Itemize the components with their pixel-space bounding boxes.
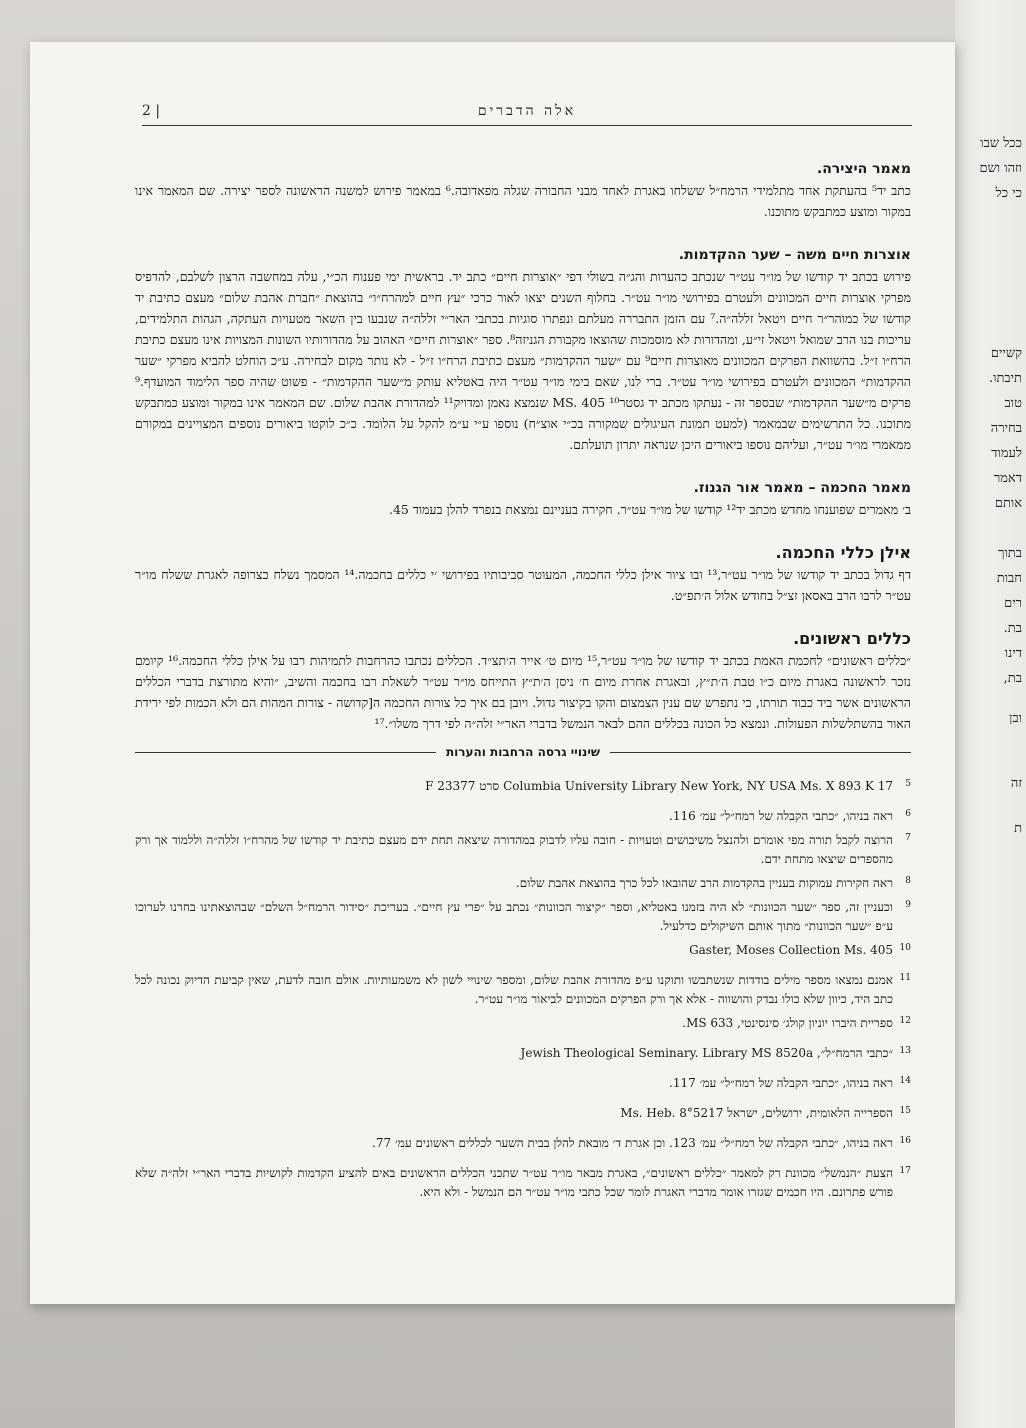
page-content — [135, 158, 911, 1213]
footnote-number: 7 — [905, 833, 911, 843]
footnote — [135, 971, 911, 1009]
facing-page-text: טוב — [1004, 396, 1022, 411]
facing-page-text: חבות — [996, 571, 1022, 586]
footnote — [135, 1104, 911, 1123]
divider-line — [135, 752, 436, 753]
footnote-text: ראה בניהו, ״כתבי הקבלה של רמח״ל״ עמ׳ 123. וכן אגרת ד׳ מובאת להלן בבית השער לכללים ראשונים עמ׳ 77. — [372, 1136, 893, 1150]
footnote-number: 15 — [899, 1106, 911, 1116]
footnote-text: וכעניין זה, ספר ״שער הכוונות״ לא היה בזמנו באטליא, וספר ״קיצור הכוונות״ נכתב על ״פרי עץ חיים״. בעריכת ״סידור הרמח״ל השלם״ שבהוצאתינו בחרנו לערוכו ע״פ ״שער הכוונות״ מתוך אותם השיקולים כדלעיל. — [135, 900, 893, 933]
section-body: ב׳ מאמרים שפוענחו מחדש מכתב יד¹² קודשו של מו״ר עט״ר. חקירה בעניינם נמצאת בנפרד להלן בעמוד 45. — [388, 502, 911, 517]
section-body: פירוש בכתב יד קודשו של מו״ר עט״ר שנכתב כהערות והג״ה בשולי דפי ״אוצרות חיים״ כתב יד. בראשית ימי פענוח הכ״י, עלה במחשבה הרצון לשלבם, להדפיס מפרקי אוצרות חיים המכוונים ולעטרם בפירושי מו״ר עט״ר. בחלוף השנים יצאו לאור כרכי ״עץ חיים למהרח״ו״ בהוצאת ״חברת אהבת שלום״ מעצם כתיבת יד קודשו של כמוהר״ר חיים ויטאל זללה״ה.⁷ עם הזמן התבררה מעלתם ונפתרו סוגיות בכתבי האר״י זללה״ה שנבעו בין השאר מטעויות העתקה, הגהות התלמידים, עריכות בנו הרב שמואל ויטאל זי״ע, ומהדורות לא מוסמכות שהוצאו מקבורת הגניזה⁸. ספר ״אוצרות חיים״ האהוב על מהדורותיו השונות המצויות אינו מעצם כתיבת הרח״ו ז״ל. בהשוואת הפרקים המכוונים מאוצרות חיים⁹ עם ״שער ההקדמות״ מעצם כתיבת הרח״ו ז״ל - לא נותר מקום לבחירה. ע״כ הוחלט להביא מפרקי ״שער ההקדמות״ המכוונים ולעטרם בפירושי מו״ר עט״ר. ברי לנו, שאם בימי מו״ר עט״ר היה באטליא עותק מ״שער ההקדמות״ - פשוט שהיה ספר הלימוד המועדף.⁹ פרקים מ״שער ההקדמות״ שבספר זה - נעתקו מכתב יד גסטר¹⁰ MS. 405 שנמצא נאמן ומדויק¹¹ למהדורת אהבת שלום. שם המאמר אינו במקור ומוצע כמתבקש מתוכנו. כל התרשימים שבמאמר (למעט תמונת העיגולים שמקורה בכ״י אוצ״ח) נוספו ע״י ע״מ להקל על הלומד. כ״כ לוקטו ביאורים נוספים המצויינים במקורם ממאמרי מו״ר עט״ר, ועליהם נוספו ביאורים היכן שנראה יתרון תועלתם. — [135, 269, 912, 452]
footnote-number: 12 — [899, 1016, 911, 1026]
footnote-text: הספרייה הלאומית, ירושלים, ישראל Ms. Heb. 8°5217 — [620, 1106, 893, 1120]
facing-page-text: בת. — [1003, 621, 1022, 636]
facing-page-text: דינו — [1004, 646, 1022, 661]
footnote — [135, 874, 911, 893]
footnote-number: 16 — [899, 1136, 911, 1146]
footnote — [135, 777, 911, 796]
page-number: 2 | — [142, 103, 161, 119]
footnotes-heading: שינויי גרסה הרחבות והערות — [445, 745, 601, 759]
facing-page-text: ת — [1014, 821, 1022, 836]
section-title: מאמר היצירה. — [816, 161, 911, 177]
footnote-number: 8 — [905, 876, 911, 886]
running-title: אלה הדברים — [477, 103, 577, 119]
footnote-text: ראה חקירות עמוקות בעניין בהקדמות הרב שהובאו לכל כרך בהוצאת אהבת שלום. — [515, 876, 893, 890]
footnote-text: ספריית היברו יוניון קולג׳ סינסינטי, MS 633. — [682, 1016, 893, 1030]
footnote-number: 13 — [899, 1046, 911, 1056]
facing-page-text: זה — [1010, 776, 1022, 791]
footnote-number: 17 — [899, 1166, 911, 1176]
facing-page-text: ככל שבו — [980, 136, 1022, 151]
facing-page-text: וזהו ושם — [979, 161, 1022, 176]
footnote — [135, 1014, 911, 1033]
footnote — [135, 831, 911, 869]
facing-page-text: רים — [1004, 596, 1022, 611]
footnotes-list — [135, 777, 911, 1202]
facing-page-text: תיבתו. — [989, 371, 1022, 386]
section-title: מאמר החכמה – מאמר אור הגנוז. — [693, 480, 911, 496]
divider-line — [610, 752, 911, 753]
footnote-number: 5 — [905, 779, 911, 789]
facing-page-text: בחירה — [990, 421, 1022, 436]
footnote-text: אמנם נמצאו מספר מילים בודדות שנשתבשו ותוקנו ע״פ מהדורת אהבת שלום, ומספר שינויי לשון לא משמעותיות. אולם חובה לדעת, שאין קביעת הדיוק נכונה לכל כתב היד, כיוון שלא כולו נבדק והושווה - אלא אך ורק הפרקים המכוונים לביאור מו״ר עט״ר. — [135, 973, 893, 1006]
footnote-text: ״כתבי הרמח״ל״, Jewish Theological Seminary. Library MS 8520a — [520, 1046, 893, 1060]
section-otzrot-chaim — [135, 244, 911, 455]
facing-page-edge — [955, 0, 1026, 1428]
section-ilan — [135, 542, 911, 606]
footnote — [135, 941, 911, 960]
footnote-text: Columbia University Library New York, NY USA Ms. X 893 K 17 סרט F 23377 — [425, 779, 893, 793]
section-body: דף גדול בכתב יד קודשו של מו״ר עט״ר,¹³ ובו ציור אילן כללי החכמה, המעוטר סביבותיו בפירושי ׳י כללים בחכמה.¹⁴ המסמך נשלח כצרופה לאגרת ששלח מו״ר עט״ר לרבו הרב באסאן זצ״ל בחודש אלול ה׳תפ״ט. — [135, 567, 911, 603]
footnotes-divider — [135, 742, 911, 763]
facing-page-text: בתוך — [998, 546, 1022, 561]
section-maamar-hachochma — [135, 477, 911, 520]
footnote — [135, 1074, 911, 1093]
footnote-number: 14 — [899, 1076, 911, 1086]
footnote-text: Gaster, Moses Collection Ms. 405 — [689, 943, 893, 957]
footnote-text: ראה בניהו, ״כתבי הקבלה של רמח״ל״ עמ׳ 116. — [669, 809, 893, 823]
footnote-number: 6 — [905, 809, 911, 819]
facing-page-text: אותם — [994, 496, 1022, 511]
footnote-number: 10 — [899, 943, 911, 953]
facing-page-text: קשיים — [990, 346, 1022, 361]
footnote-number: 9 — [905, 900, 911, 910]
facing-page-text: כי כל — [995, 186, 1022, 201]
facing-page-text: לעמוד — [991, 446, 1022, 461]
footnote-text: הצעת ״הנמשל״ מכוונת רק למאמר ״כללים ראשונים״, באגרת מבאר מו״ר עט״ר שתכני הכללים הראשונים באים להציע הקדמות לקושיות בדברי האר״י זלה״ה שלא פורש פתרונם. היו חכמים שגזרו אומר מדברי האגרת לומר שכל כתבי מו״ר עט״ר הם הנמשל - ולא היא. — [135, 1166, 893, 1199]
section-body: ״כללים ראשונים״ לחכמת האמת בכתב יד קודשו של מו״ר עט״ר,¹⁵ מיום ט׳ אייר ה׳תצ״ד. הכללים נכתבו כהרחבות לתמיהות רבו על אילן כללי החכמה.¹⁶ קיומם נזכר לראשונה באגרת מיום כ״ו טבת ה׳ת״ץ, ובאגרת אחרת מיום ח׳ ניסן ה׳ת״ץ התייחס מו״ר עט״ר לשאלת רבו בחכמה והשיב, ״והיא מתורצת בדברי הכללים הראשונים אשר ביד כבוד תורתו, כי נתפרש שם ענין הצמצום והקו בקיצור גדול. ויובן בם איך כל צורות החכמה ה[קדושה - צורות המהות הם ולא הכמות לפי ירידת האור בהשתלשלות הפעולות. ונמצא כל הכונה בכללים ההם לבאר הנמשל בדברי האר״י זלה״ה לפי דרך משלו״.¹⁷ — [135, 653, 911, 731]
section-yetzirah — [135, 158, 911, 222]
section-klalim-rishonim — [135, 628, 911, 734]
footnote-number: 11 — [899, 973, 911, 983]
section-title: אוצרות חיים משה – שער ההקדמות. — [678, 247, 911, 263]
footnote-text: ראה בניהו, ״כתבי הקבלה של רמח״ל״ עמ׳ 117. — [669, 1076, 893, 1090]
section-body: כתב יד⁵ בהעתקת אחד מתלמידי הרמח״ל ששלחו באגרת לאחד מבני החבורה שגלה מפאדובה.⁶ במאמר פירוש למשנה הראשונה לספר יצירה. שם המאמר אינו במקור ומוצע כמתבקש מתוכנו. — [135, 183, 911, 219]
footnote — [135, 1134, 911, 1153]
footnote — [135, 898, 911, 936]
footnote-text: הרוצה לקבל תורה מפי אומרם ולהנצל משיבושים וטעויות - חובה עליו לדבוק במהדורה שיצאה תחת ידם מעצם כתיבת יד קודשו של מהרח״ו זללה״ה וללמוד אך ורק מהספרים שיצאו מתחת ידם. — [135, 833, 893, 866]
facing-page-text: ובן — [1009, 711, 1022, 726]
running-header — [142, 103, 912, 126]
footnote — [135, 1164, 911, 1202]
section-title: כללים ראשונים. — [793, 629, 911, 648]
facing-page-text: דאמר — [993, 471, 1022, 486]
footnote — [135, 807, 911, 826]
facing-page-text: בת, — [1003, 671, 1022, 686]
section-title: אילן כללי החכמה. — [775, 543, 911, 562]
footnote — [135, 1044, 911, 1063]
